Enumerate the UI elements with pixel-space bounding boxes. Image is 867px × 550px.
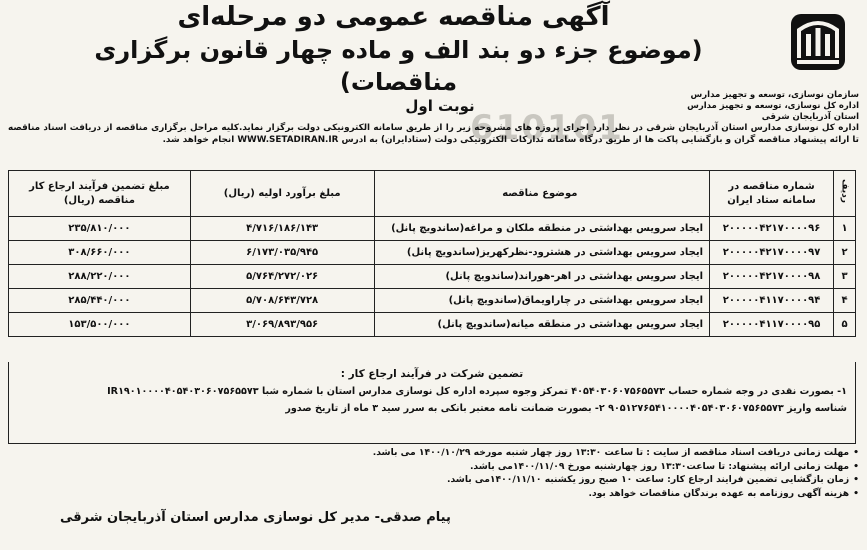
cell-subject: ایجاد سرویس بهداشتی در منطقه ملکان و مراغه(ساندویچ پانل) bbox=[374, 217, 710, 241]
org-line-2: اداره کل نوسازی، توسعه و تجهیز مدارس bbox=[687, 101, 859, 111]
org-line-3: استان آذربایجان شرقی bbox=[761, 112, 859, 122]
cell-estimate: ۵/۷۰۸/۶۴۳/۷۲۸ bbox=[190, 289, 374, 313]
table-row bbox=[9, 217, 856, 241]
cell-estimate: ۴/۷۱۶/۱۸۶/۱۴۳ bbox=[190, 217, 374, 241]
deadline-item: • هزینه آگهی روزنامه به عهده برندگان مناقصات خواهد بود. bbox=[299, 487, 859, 501]
header-guarantee: مبلغ تضمین فرآیند ارجاع کار مناقصه (ریال) bbox=[9, 171, 191, 217]
cell-number: ۲۰۰۰۰۰۴۱۱۷۰۰۰۰۹۵ bbox=[710, 313, 834, 337]
cell-guarantee: ۱۵۳/۵۰۰/۰۰۰ bbox=[9, 313, 191, 337]
deadline-item: • مهلت زمانی دریافت اسناد مناقصه از سایت : تا ساعت ۱۳:۳۰ روز چهار شنبه مورخه ۱۴۰۰/۱۰/۲۹ می باشد. bbox=[299, 446, 859, 460]
deadlines-list bbox=[299, 446, 859, 500]
cell-subject: ایجاد سرویس بهداشتی در چاراویماق(ساندویچ پانل) bbox=[374, 289, 710, 313]
cell-estimate: ۵/۷۶۴/۲۷۲/۰۲۶ bbox=[190, 265, 374, 289]
organization-logo-icon bbox=[777, 8, 859, 74]
round-label: نوبت اول bbox=[405, 97, 475, 115]
cell-number: ۲۰۰۰۰۰۴۲۱۷۰۰۰۰۹۶ bbox=[710, 217, 834, 241]
signature: پیام صدقی- مدیر کل نوسازی مدارس استان آذربایجان شرقی bbox=[60, 510, 451, 525]
cell-estimate: ۶/۱۷۳/۰۳۵/۹۴۵ bbox=[190, 241, 374, 265]
deadline-item: • مهلت زمانی ارائه پیشنهاد: تا ساعت۱۳:۳۰ روز چهارشنبه مورخ ۱۴۰۰/۱۱/۰۹می باشد. bbox=[299, 460, 859, 474]
cell-guarantee: ۲۸۸/۲۲۰/۰۰۰ bbox=[9, 265, 191, 289]
cell-subject: ایجاد سرویس بهداشتی در هشترود-نظرکهریز(ساندویچ پانل) bbox=[374, 241, 710, 265]
cell-subject: ایجاد سرویس بهداشتی در منطقه میانه(ساندویچ پانل) bbox=[374, 313, 710, 337]
cell-subject: ایجاد سرویس بهداشتی در اهر-هوراند(ساندویچ پانل) bbox=[374, 265, 710, 289]
cell-row: ۴ bbox=[834, 289, 856, 313]
guarantee-line-2: شناسه واریز ۹۰۵۱۲۷۶۵۴۱۰۰۰۰۴۰۵۴۰۳۰۶۰۷۵۶۵۵۷۳ ۲- بصورت ضمانت نامه معتبر بانکی به سرر سید ۳ ماه از تاریخ صدور bbox=[285, 403, 847, 414]
cell-number: ۲۰۰۰۰۰۴۲۱۷۰۰۰۰۹۷ bbox=[710, 241, 834, 265]
watermark: 610101 bbox=[470, 108, 624, 148]
intro-paragraph: اداره کل نوسازی مدارس استان آذربایجان شرقی در نظر دارد اجرای پروژه های مشروحه زیر را از طریق سامانه الکترونیکی دولت برگزار نماید.کلیه مراحل برگزاری مناقصه از دریافت اسناد مناقصه تا ارائه پیشنهاد مناقصه گران و بازگشایی پاکت ها از طریق درگاه سامانه تدارکات الکترونیکی دولت (ستادایران) به ادرس WWW.SETADIRAN.IR انجام خواهد شد. bbox=[8, 123, 859, 145]
cell-guarantee: ۲۳۵/۸۱۰/۰۰۰ bbox=[9, 217, 191, 241]
table-row bbox=[9, 241, 856, 265]
deadline-item: • زمان بازگشایی تضمین فرایند ارجاع کار: ساعت ۱۰ صبح روز یکشنبه ۱۴۰۰/۱۱/۱۰می باشد. bbox=[299, 473, 859, 487]
guarantee-line-1: ۱- بصورت نقدی در وجه شماره حساب ۴۰۵۴۰۳۰۶۰۷۵۶۵۵۷۳ تمرکز وجوه سپرده اداره کل نوسازی مدارس استان با شماره شبا IR۱۹۰۱۰۰۰۰۴۰۵۴۰۳۰۶۰۷۵۶۵۵۷۳ bbox=[107, 386, 847, 397]
org-line-1: سازمان نوسازی، توسعه و تجهیز مدارس bbox=[690, 90, 859, 100]
cell-row: ۲ bbox=[834, 241, 856, 265]
cell-number: ۲۰۰۰۰۰۴۲۱۷۰۰۰۰۹۸ bbox=[710, 265, 834, 289]
header-tender-number: شماره مناقصه در سامانه ستاد ایران bbox=[710, 171, 834, 217]
header-row-number: ردیف bbox=[834, 171, 856, 217]
cell-estimate: ۳/۰۶۹/۸۹۳/۹۵۶ bbox=[190, 313, 374, 337]
guarantee-title: تضمین شرکت در فرآیند ارجاع کار : bbox=[340, 368, 524, 380]
notice-subtitle: (موضوع جزء دو بند الف و ماده چهار قانون برگزاری مناقصات) bbox=[94, 36, 703, 96]
tenders-table bbox=[8, 170, 856, 337]
cell-row: ۱ bbox=[834, 217, 856, 241]
cell-row: ۳ bbox=[834, 265, 856, 289]
table-row bbox=[9, 265, 856, 289]
cell-guarantee: ۲۸۵/۴۴۰/۰۰۰ bbox=[9, 289, 191, 313]
cell-guarantee: ۳۰۸/۶۶۰/۰۰۰ bbox=[9, 241, 191, 265]
header-subject: موضوع مناقصه bbox=[374, 171, 710, 217]
table-row bbox=[9, 289, 856, 313]
table-row bbox=[9, 313, 856, 337]
notice-title: آگهی مناقصه عمومی دو مرحله‌ای bbox=[177, 2, 610, 32]
cell-number: ۲۰۰۰۰۰۴۱۱۷۰۰۰۰۹۴ bbox=[710, 289, 834, 313]
table-header-row bbox=[9, 171, 856, 217]
cell-row: ۵ bbox=[834, 313, 856, 337]
header-estimate: مبلغ برآورد اولیه (ریال) bbox=[190, 171, 374, 217]
guarantee-section bbox=[8, 362, 856, 444]
